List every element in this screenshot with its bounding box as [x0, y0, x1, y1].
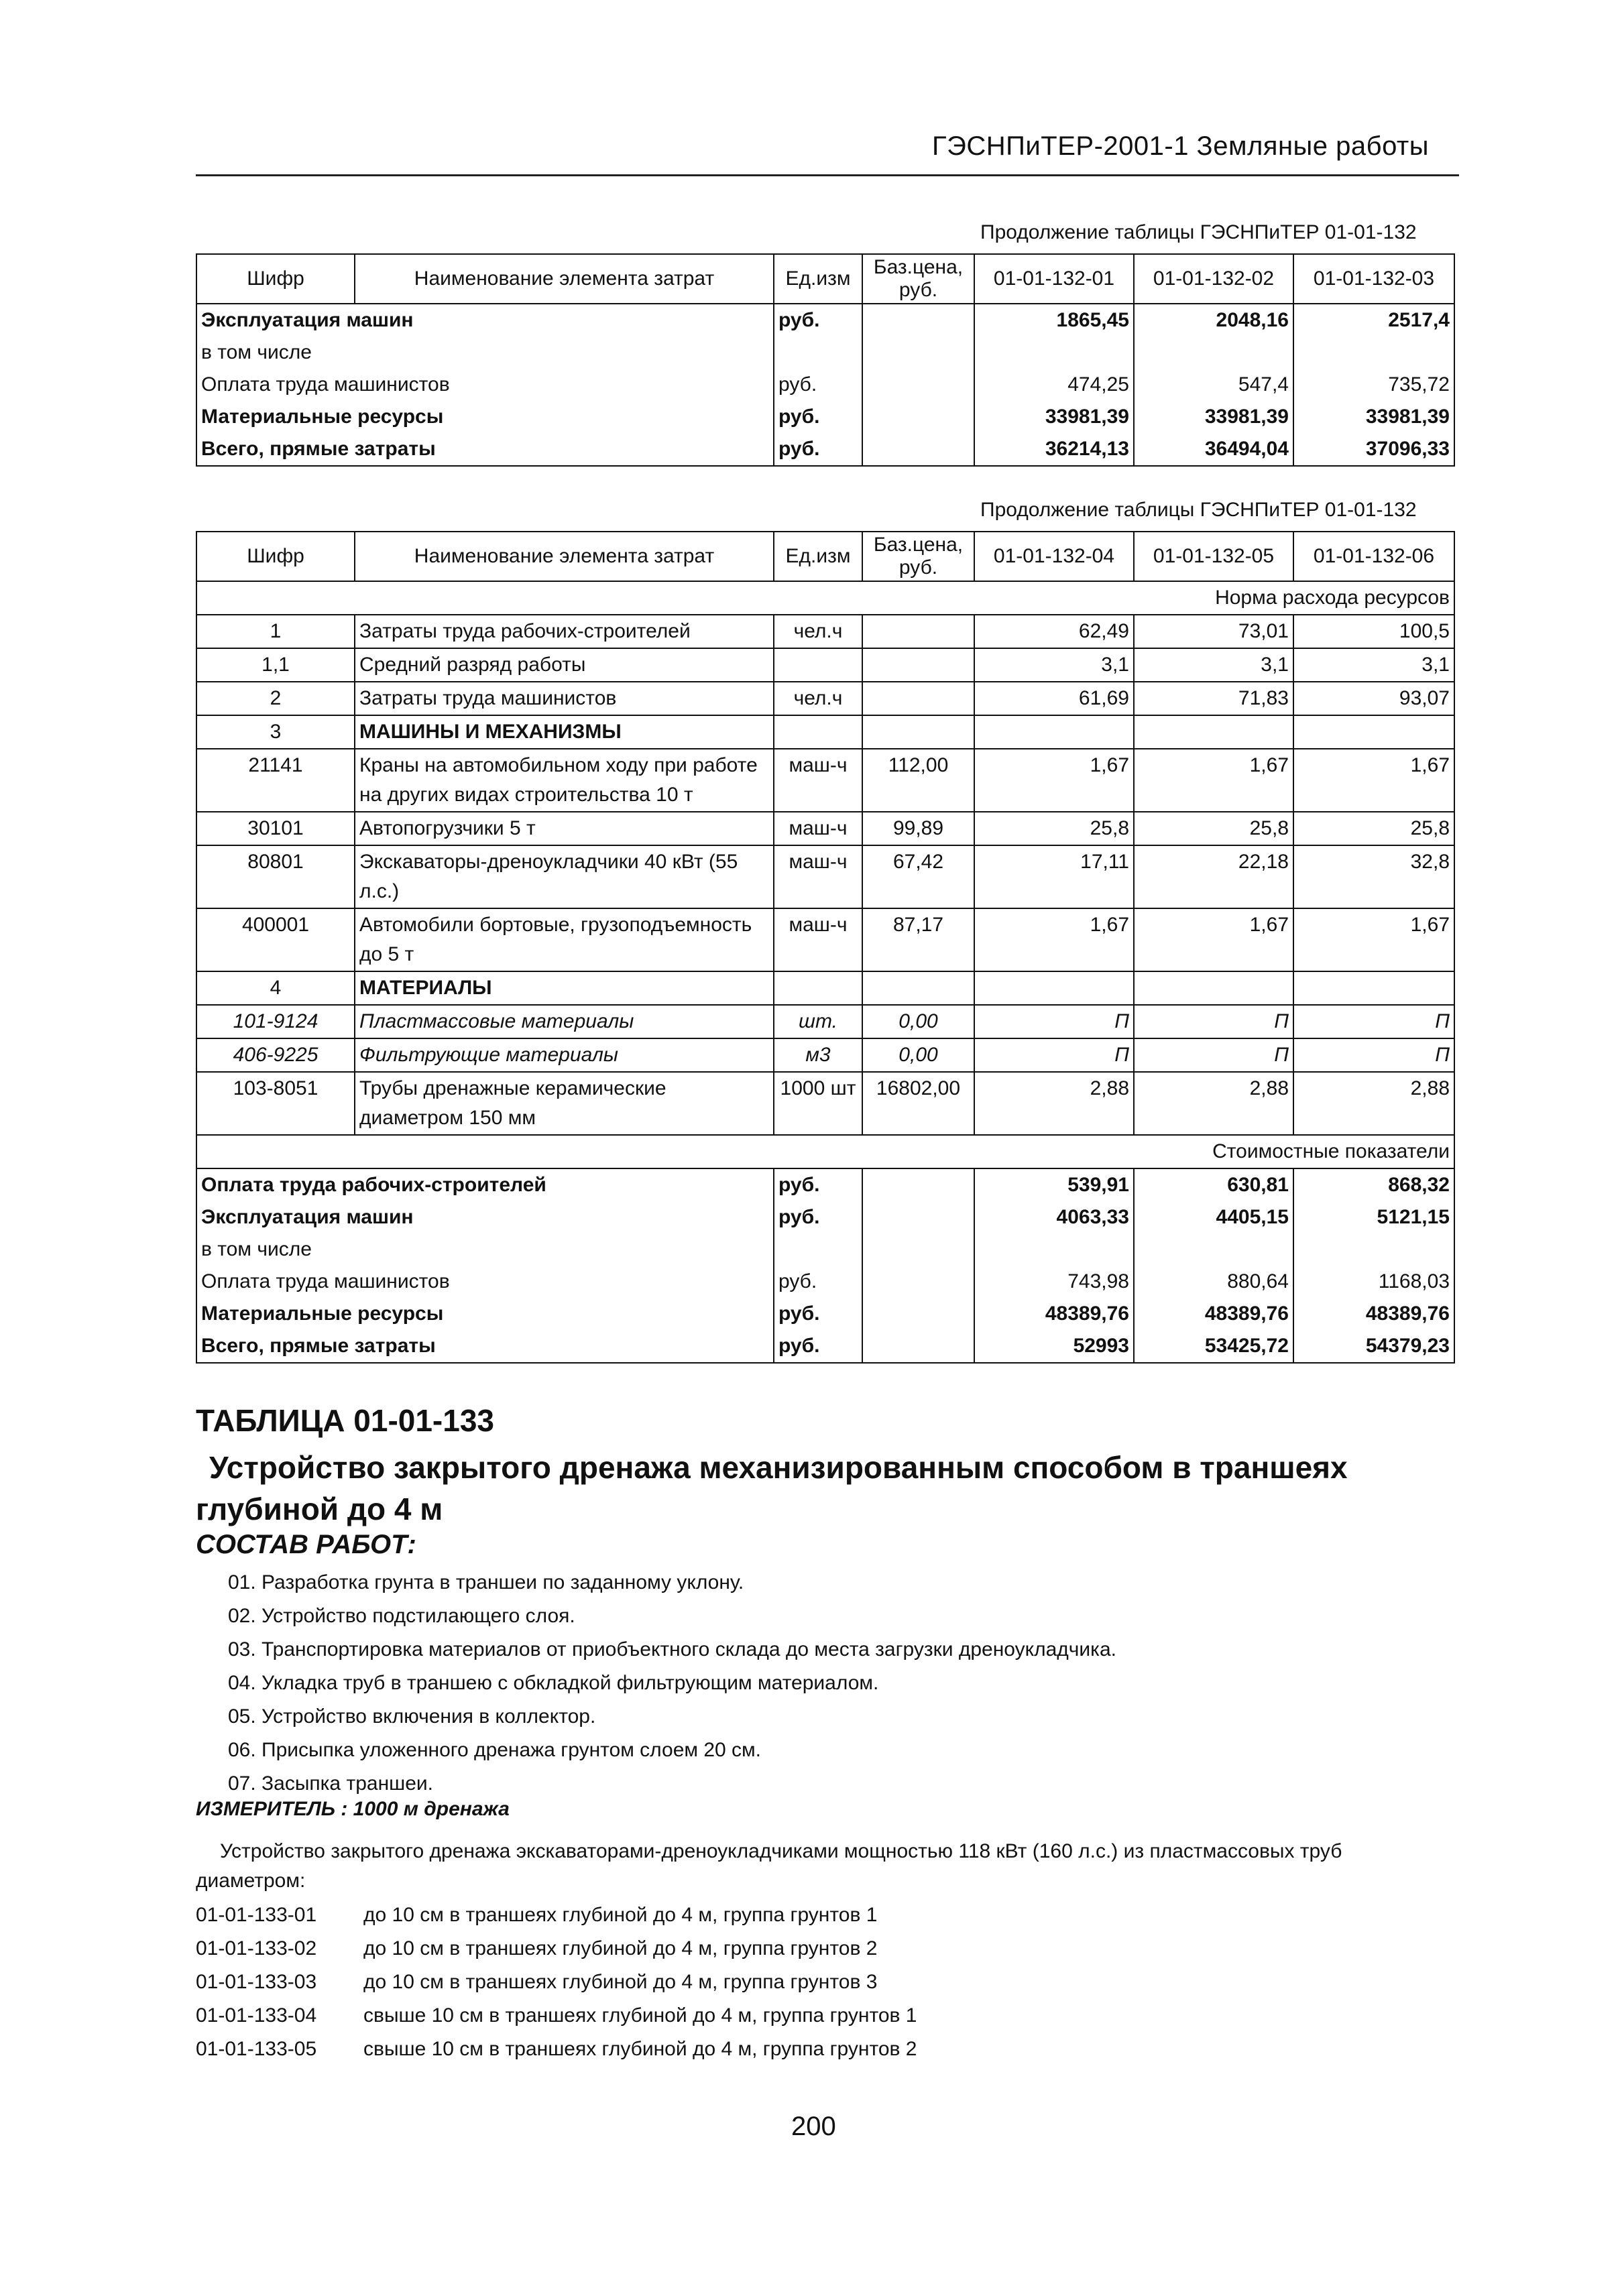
row-code: 21141 — [196, 749, 355, 812]
col-name-header: Наименование элемента затрат — [355, 254, 774, 304]
work-item: 06. Присыпка уложенного дренажа грунтом слоем 20 см. — [228, 1739, 762, 1761]
table2-continuation: Продолжение таблицы ГЭСНПиТЕР 01-01-132 — [980, 499, 1417, 521]
section-description: Устройство закрытого дренажа экскаваторами-дреноукладчиками мощностью 118 кВт (160 л.с.) из пластмассовых труб диаметром: — [196, 1840, 1342, 1892]
row-value-5: 4405,15 — [1134, 1201, 1293, 1233]
row-price: 0,00 — [862, 1038, 974, 1072]
code-row — [196, 1999, 917, 2033]
codes-table — [196, 1898, 917, 2066]
col-code-header: Шифр — [196, 254, 355, 304]
row-name: Затраты труда машинистов — [355, 682, 774, 715]
row-value-2: 36494,04 — [1134, 433, 1293, 466]
row-price — [862, 682, 974, 715]
row-unit — [774, 337, 862, 369]
work-item: 07. Засыпка траншеи. — [228, 1772, 433, 1795]
row-price — [862, 433, 974, 466]
code-id: 01-01-133-05 — [196, 2038, 317, 2060]
row-value-5: 2,88 — [1134, 1072, 1293, 1135]
row-value-3: 33981,39 — [1293, 401, 1454, 433]
code-description: до 10 см в траншеях глубиной до 4 м, группа грунтов 1 — [363, 1904, 878, 1926]
code-row — [196, 1932, 917, 1966]
col-6-header: 01-01-132-06 — [1293, 532, 1454, 581]
row-value-4: 743,98 — [974, 1266, 1134, 1298]
code-description: до 10 см в траншеях глубиной до 4 м, группа грунтов 2 — [363, 1937, 878, 1959]
row-price — [862, 715, 974, 749]
row-value-4: 3,1 — [974, 648, 1134, 682]
row-name: Средний разряд работы — [355, 648, 774, 682]
row-value-1: 474,25 — [974, 369, 1134, 401]
row-code: 101-9124 — [196, 1005, 355, 1038]
col-1-header: 01-01-132-01 — [974, 254, 1134, 304]
row-value-5: 73,01 — [1134, 615, 1293, 648]
row-price — [862, 1201, 974, 1233]
row-code: 103-8051 — [196, 1072, 355, 1135]
row-price — [862, 648, 974, 682]
code-id: 01-01-133-04 — [196, 2004, 317, 2027]
row-unit: м3 — [774, 1038, 862, 1072]
row-value-2: 547,4 — [1134, 369, 1293, 401]
code-row — [196, 1898, 917, 1932]
row-value-6: 100,5 — [1293, 615, 1454, 648]
table2 — [196, 531, 1455, 1364]
row-unit: руб. — [774, 401, 862, 433]
row-value-5 — [1134, 971, 1293, 1005]
row-name: Краны на автомобильном ходу при работе на других видах строительства 10 т — [355, 749, 774, 812]
col-unit-header: Ед.изм — [774, 532, 862, 581]
row-name: Оплата труда машинистов — [196, 369, 774, 401]
row-name: Материальные ресурсы — [196, 1298, 774, 1330]
row-price — [862, 401, 974, 433]
cost-row — [196, 1298, 1454, 1330]
row-name: МАТЕРИАЛЫ — [355, 971, 774, 1005]
row-value-6 — [1293, 971, 1454, 1005]
row-value-3: 735,72 — [1293, 369, 1454, 401]
row-name: в том числе — [196, 1233, 774, 1266]
row-name: в том числе — [196, 337, 774, 369]
row-code: 400001 — [196, 908, 355, 971]
code-description: свыше 10 см в траншеях глубиной до 4 м, группа грунтов 1 — [363, 2004, 917, 2027]
table-row — [196, 401, 1454, 433]
row-name: Всего, прямые затраты — [196, 1330, 774, 1363]
works-list — [228, 1566, 1116, 1801]
row-value-1: 33981,39 — [974, 401, 1134, 433]
table-row — [196, 615, 1454, 648]
row-unit: руб. — [774, 1201, 862, 1233]
table-row — [196, 369, 1454, 401]
row-value-4: 17,11 — [974, 845, 1134, 908]
col-5-header: 01-01-132-05 — [1134, 532, 1293, 581]
row-value-5: 71,83 — [1134, 682, 1293, 715]
row-value-4: 52993 — [974, 1330, 1134, 1363]
row-value-5: 1,67 — [1134, 908, 1293, 971]
row-price — [862, 1298, 974, 1330]
row-price — [862, 1266, 974, 1298]
table-row — [196, 648, 1454, 682]
col-3-header: 01-01-132-03 — [1293, 254, 1454, 304]
works-title: СОСТАВ РАБОТ: — [196, 1530, 416, 1559]
row-name: Оплата труда машинистов — [196, 1266, 774, 1298]
col-2-header: 01-01-132-02 — [1134, 254, 1293, 304]
row-value-4: 4063,33 — [974, 1201, 1134, 1233]
table1-header-row — [196, 254, 1454, 304]
row-unit: чел.ч — [774, 615, 862, 648]
table-row — [196, 908, 1454, 971]
row-unit — [774, 715, 862, 749]
row-name: Автомобили бортовые, грузоподъемность до 5 т — [355, 908, 774, 971]
table-row — [196, 1005, 1454, 1038]
table1-body — [196, 304, 1454, 466]
row-value-6: 32,8 — [1293, 845, 1454, 908]
table-row — [196, 715, 1454, 749]
row-value-1 — [974, 337, 1134, 369]
row-name: Автопогрузчики 5 т — [355, 812, 774, 845]
row-unit: руб. — [774, 1298, 862, 1330]
work-item: 04. Укладка труб в траншею с обкладкой фильтрующим материалом. — [228, 1672, 879, 1694]
row-unit: маш-ч — [774, 845, 862, 908]
row-value-4: 48389,76 — [974, 1298, 1134, 1330]
row-name: Экскаваторы-дреноукладчики 40 кВт (55 л.с.) — [355, 845, 774, 908]
table-row — [196, 845, 1454, 908]
table1 — [196, 253, 1455, 467]
row-name: Всего, прямые затраты — [196, 433, 774, 466]
row-value-5 — [1134, 1233, 1293, 1266]
row-value-6: 1,67 — [1293, 749, 1454, 812]
table-row — [196, 749, 1454, 812]
row-value-3: 2517,4 — [1293, 304, 1454, 337]
row-name: Пластмассовые материалы — [355, 1005, 774, 1038]
row-value-2: 2048,16 — [1134, 304, 1293, 337]
col-4-header: 01-01-132-04 — [974, 532, 1134, 581]
row-value-5: П — [1134, 1005, 1293, 1038]
row-value-6: П — [1293, 1038, 1454, 1072]
col-price-header: Баз.цена, руб. — [862, 254, 974, 304]
row-unit — [774, 1233, 862, 1266]
row-value-4: 1,67 — [974, 749, 1134, 812]
row-price: 0,00 — [862, 1005, 974, 1038]
work-item: 03. Транспортировка материалов от приобъектного склада до места загрузки дреноукладчика. — [228, 1638, 1116, 1660]
row-value-5: 22,18 — [1134, 845, 1293, 908]
row-price — [862, 337, 974, 369]
work-item: 02. Устройство подстилающего слоя. — [228, 1605, 575, 1627]
row-unit: руб. — [774, 1330, 862, 1363]
table2-header-row — [196, 532, 1454, 581]
row-code: 80801 — [196, 845, 355, 908]
code-id: 01-01-133-03 — [196, 1971, 317, 1993]
table2-body — [196, 615, 1454, 1135]
section-title: ТАБЛИЦА 01-01-133 — [196, 1403, 494, 1438]
table-row — [196, 1072, 1454, 1135]
row-value-4: П — [974, 1005, 1134, 1038]
row-name: Оплата труда рабочих-строителей — [196, 1168, 774, 1201]
row-value-4: 25,8 — [974, 812, 1134, 845]
row-unit: руб. — [774, 1266, 862, 1298]
table-row — [196, 304, 1454, 337]
row-code: 4 — [196, 971, 355, 1005]
row-name: Эксплуатация машин — [196, 1201, 774, 1233]
cost-label-row — [196, 1135, 1454, 1168]
row-value-1: 1865,45 — [974, 304, 1134, 337]
table-row — [196, 812, 1454, 845]
row-value-4 — [974, 715, 1134, 749]
row-value-6: 1168,03 — [1293, 1266, 1454, 1298]
table-row — [196, 971, 1454, 1005]
row-value-5: 1,67 — [1134, 749, 1293, 812]
header-divider — [196, 174, 1459, 176]
code-description: свыше 10 см в траншеях глубиной до 4 м, группа грунтов 2 — [363, 2038, 917, 2060]
measure-unit: ИЗМЕРИТЕЛЬ : 1000 м дренажа — [196, 1798, 510, 1820]
code-row — [196, 2033, 917, 2066]
row-code: 2 — [196, 682, 355, 715]
row-unit — [774, 648, 862, 682]
row-code: 3 — [196, 715, 355, 749]
row-value-6: 93,07 — [1293, 682, 1454, 715]
row-price — [862, 1168, 974, 1201]
row-unit: руб. — [774, 1168, 862, 1201]
row-unit: руб. — [774, 304, 862, 337]
row-unit: маш-ч — [774, 908, 862, 971]
row-value-6: 2,88 — [1293, 1072, 1454, 1135]
row-value-5: 880,64 — [1134, 1266, 1293, 1298]
table-row — [196, 337, 1454, 369]
row-value-5: 48389,76 — [1134, 1298, 1293, 1330]
row-value-2 — [1134, 337, 1293, 369]
row-value-4 — [974, 1233, 1134, 1266]
row-unit: шт. — [774, 1005, 862, 1038]
row-name: МАШИНЫ И МЕХАНИЗМЫ — [355, 715, 774, 749]
work-item: 01. Разработка грунта в траншеи по заданному уклону. — [228, 1571, 744, 1593]
cost-row — [196, 1330, 1454, 1363]
page-number: 200 — [791, 2112, 836, 2141]
cost-row — [196, 1266, 1454, 1298]
row-value-5: 3,1 — [1134, 648, 1293, 682]
row-name: Фильтрующие материалы — [355, 1038, 774, 1072]
row-value-2: 33981,39 — [1134, 401, 1293, 433]
norm-label-row — [196, 581, 1454, 615]
row-name: Трубы дренажные керамические диаметром 150 мм — [355, 1072, 774, 1135]
row-value-6: 5121,15 — [1293, 1201, 1454, 1233]
row-unit — [774, 971, 862, 1005]
row-value-4: 539,91 — [974, 1168, 1134, 1201]
row-value-4: 2,88 — [974, 1072, 1134, 1135]
row-price: 99,89 — [862, 812, 974, 845]
cost-row — [196, 1201, 1454, 1233]
row-value-5: 25,8 — [1134, 812, 1293, 845]
table-row — [196, 433, 1454, 466]
row-price — [862, 615, 974, 648]
row-value-4: П — [974, 1038, 1134, 1072]
row-code: 406-9225 — [196, 1038, 355, 1072]
row-value-6: 1,67 — [1293, 908, 1454, 971]
table1-continuation: Продолжение таблицы ГЭСНПиТЕР 01-01-132 — [980, 221, 1417, 243]
norm-label: Норма расхода ресурсов — [196, 581, 1454, 615]
row-price: 112,00 — [862, 749, 974, 812]
row-name: Эксплуатация машин — [196, 304, 774, 337]
page-header: ГЭСНПиТЕР-2001-1 Земляные работы — [932, 131, 1429, 161]
row-value-4 — [974, 971, 1134, 1005]
row-code: 30101 — [196, 812, 355, 845]
code-description: до 10 см в траншеях глубиной до 4 м, группа грунтов 3 — [363, 1971, 878, 1993]
code-id: 01-01-133-01 — [196, 1904, 317, 1926]
row-value-5: 630,81 — [1134, 1168, 1293, 1201]
row-price: 87,17 — [862, 908, 974, 971]
table2-cost-body — [196, 1168, 1454, 1363]
table-row — [196, 682, 1454, 715]
row-value-4: 62,49 — [974, 615, 1134, 648]
row-value-3 — [1293, 337, 1454, 369]
row-value-6: 48389,76 — [1293, 1298, 1454, 1330]
row-code: 1,1 — [196, 648, 355, 682]
code-id: 01-01-133-02 — [196, 1937, 317, 1959]
row-price — [862, 1233, 974, 1266]
row-price — [862, 1330, 974, 1363]
work-item: 05. Устройство включения в коллектор. — [228, 1705, 596, 1728]
row-price: 16802,00 — [862, 1072, 974, 1135]
row-unit: руб. — [774, 433, 862, 466]
row-name: Затраты труда рабочих-строителей — [355, 615, 774, 648]
row-price — [862, 369, 974, 401]
col-name-header: Наименование элемента затрат — [355, 532, 774, 581]
row-value-5 — [1134, 715, 1293, 749]
row-price: 67,42 — [862, 845, 974, 908]
row-value-5: П — [1134, 1038, 1293, 1072]
row-value-6: 54379,23 — [1293, 1330, 1454, 1363]
row-value-3: 37096,33 — [1293, 433, 1454, 466]
cost-label: Стоимостные показатели — [196, 1135, 1454, 1168]
row-name: Материальные ресурсы — [196, 401, 774, 433]
row-price — [862, 971, 974, 1005]
row-value-6 — [1293, 715, 1454, 749]
row-value-6: 868,32 — [1293, 1168, 1454, 1201]
row-unit: маш-ч — [774, 812, 862, 845]
row-value-6: 25,8 — [1293, 812, 1454, 845]
row-value-1: 36214,13 — [974, 433, 1134, 466]
row-unit: руб. — [774, 369, 862, 401]
row-value-6: 3,1 — [1293, 648, 1454, 682]
row-value-5: 53425,72 — [1134, 1330, 1293, 1363]
row-unit: чел.ч — [774, 682, 862, 715]
cost-row — [196, 1233, 1454, 1266]
col-unit-header: Ед.изм — [774, 254, 862, 304]
row-unit: маш-ч — [774, 749, 862, 812]
row-unit: 1000 шт — [774, 1072, 862, 1135]
section-subtitle: Устройство закрытого дренажа механизированным способом в траншеях глубиной до 4 м — [196, 1450, 1348, 1526]
col-price-header: Баз.цена, руб. — [862, 532, 974, 581]
table-row — [196, 1038, 1454, 1072]
row-value-6: П — [1293, 1005, 1454, 1038]
col-code-header: Шифр — [196, 532, 355, 581]
row-price — [862, 304, 974, 337]
row-value-4: 61,69 — [974, 682, 1134, 715]
row-value-6 — [1293, 1233, 1454, 1266]
code-row — [196, 1966, 917, 1999]
cost-row — [196, 1168, 1454, 1201]
row-value-4: 1,67 — [974, 908, 1134, 971]
row-code: 1 — [196, 615, 355, 648]
